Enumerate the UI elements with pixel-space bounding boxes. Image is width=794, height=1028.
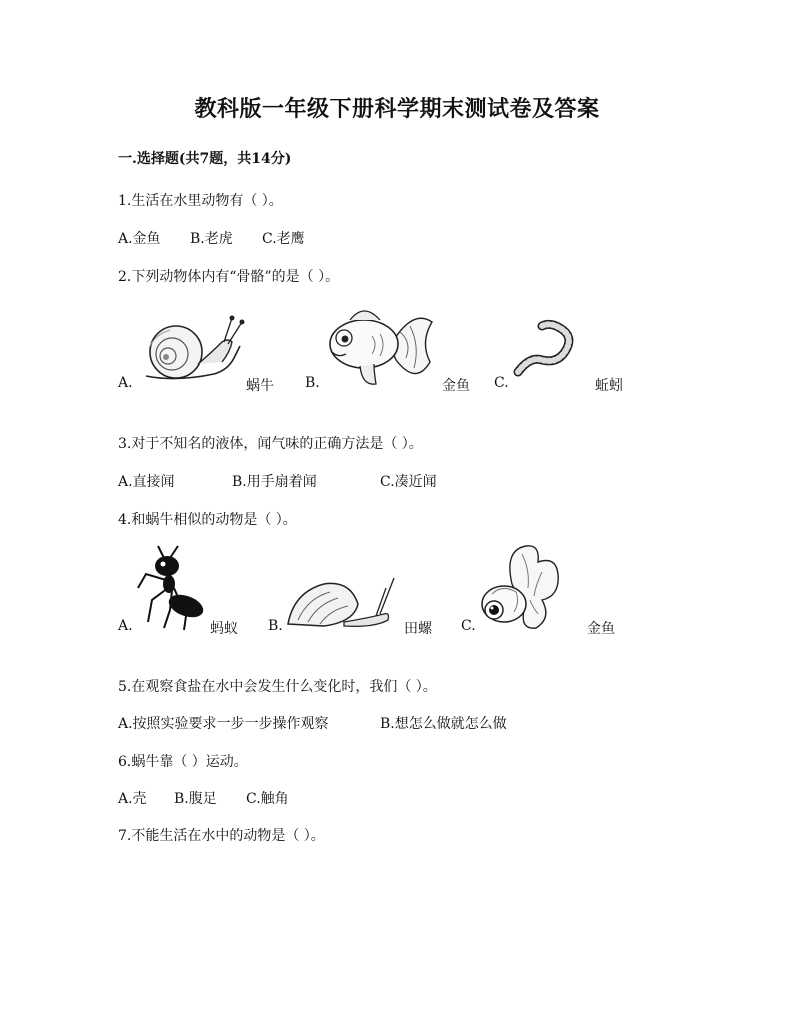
- question-6-option-a[interactable]: A.壳: [118, 791, 147, 807]
- section-heading: 一.选择题(共7题，共14分): [118, 151, 292, 167]
- question-2-option-a-caption: 蜗牛: [246, 378, 274, 394]
- snail-icon: [136, 312, 248, 384]
- question-4-option-b-caption: 田螺: [404, 621, 432, 637]
- question-2-option-b-caption: 金鱼: [442, 378, 470, 394]
- question-1-option-b[interactable]: B.老虎: [190, 231, 233, 247]
- question-5-option-b[interactable]: B.想怎么做就怎么做: [380, 716, 507, 732]
- question-4-option-a-caption: 蚂蚁: [210, 621, 238, 637]
- earthworm-icon: [512, 314, 592, 378]
- question-3-option-b[interactable]: B.用手扇着闻: [232, 474, 317, 490]
- fancy-goldfish-icon: [476, 544, 560, 636]
- question-4-option-b-letter[interactable]: B.: [268, 618, 283, 634]
- river-snail-icon: [284, 574, 396, 630]
- question-7-stem: 7.不能生活在水中的动物是（ ）。: [118, 828, 325, 844]
- question-4-option-c-caption: 金鱼: [587, 621, 615, 637]
- question-6-option-c[interactable]: C.触角: [246, 791, 289, 807]
- question-5-option-a[interactable]: A.按照实验要求一步一步操作观察: [118, 716, 329, 732]
- question-4-stem: 4.和蜗牛相似的动物是（ ）。: [118, 512, 297, 528]
- question-3-option-c[interactable]: C.凑近闻: [380, 474, 437, 490]
- page-title: 教科版一年级下册科学期末测试卷及答案: [194, 96, 600, 122]
- ant-icon: [134, 544, 210, 632]
- question-6-option-b[interactable]: B.腹足: [174, 791, 217, 807]
- question-2-stem: 2.下列动物体内有“骨骼”的是（ ）。: [118, 269, 340, 285]
- question-2-option-a-letter[interactable]: A.: [118, 375, 133, 391]
- question-2-option-b-letter[interactable]: B.: [305, 375, 320, 391]
- question-5-stem: 5.在观察食盐在水中会发生什么变化时，我们（ ）。: [118, 679, 437, 695]
- question-2-option-c-caption: 蚯蚓: [595, 378, 623, 394]
- question-1-option-c[interactable]: C.老鹰: [262, 231, 305, 247]
- question-1-stem: 1.生活在水里动物有（ ）。: [118, 193, 283, 209]
- question-6-stem: 6.蜗牛靠（ ）运动。: [118, 754, 248, 770]
- goldfish-icon: [320, 302, 436, 390]
- question-1-option-a[interactable]: A.金鱼: [118, 231, 161, 247]
- question-4-option-a-letter[interactable]: A.: [118, 618, 133, 634]
- question-2-option-c-letter[interactable]: C.: [494, 375, 509, 391]
- question-4-option-c-letter[interactable]: C.: [461, 618, 476, 634]
- question-3-stem: 3.对于不知名的液体，闻气味的正确方法是（ ）。: [118, 436, 423, 452]
- question-3-option-a[interactable]: A.直接闻: [118, 474, 175, 490]
